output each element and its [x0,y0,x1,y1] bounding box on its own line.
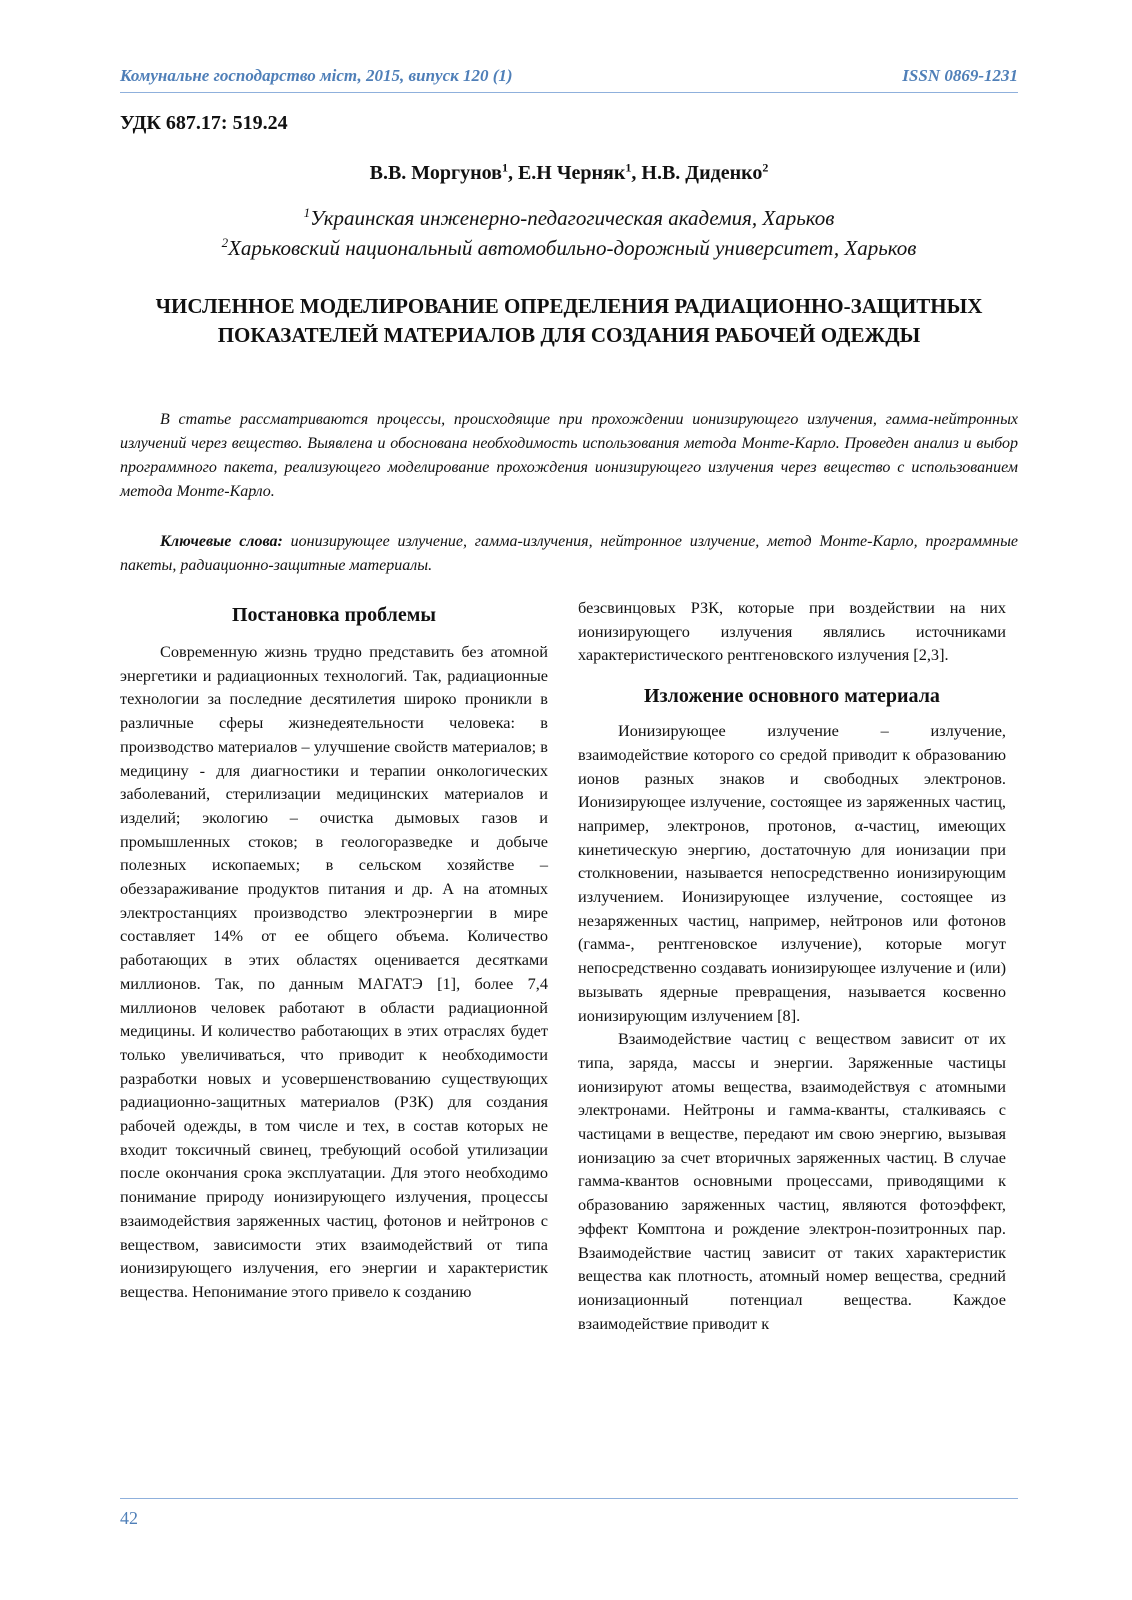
issn: ISSN 0869-1231 [902,66,1018,85]
affiliation [120,206,1018,231]
page-number: 42 [120,1508,138,1528]
section-heading: Постановка проблемы [231,604,437,626]
author-affil-mark: 1 [625,160,632,175]
left-column [120,596,548,1304]
udk-code: УДК 687.17: 519.24 [120,112,288,134]
running-header [120,66,1018,86]
author-name: Н.В. Диденко [641,162,763,184]
keywords-label: Ключевые слова: [160,533,283,550]
abstract: В статье рассматриваются процессы, происходящие при прохождении ионизирующего излучения, гамма-нейтронных излучений через вещество. Выявлена и обоснована необходимость использования метода Монте-Карло. Проведен анализ и выбор программного пакета, реализующего моделирование прохождения ионизирующего излучения через вещество с использованием метода Монте-Карло. [120,411,1018,500]
paragraph: Ионизирующее излучение – излучение, взаимодействие которого со средой приводит к образованию ионов разных знаков и свободных электронов. Ионизирующее излучение, состоящее из заряженных частиц, например, электронов, протонов, α-частиц, имеющих кинетическую энергию, достаточную для ионизации при столкновении, называется непосредственно ионизирующим излучением. Ионизирующее излучение, состоящее из незаряженных частиц, например, нейтронов или фотонов (гамма-, рентгеновское излучение), которые могут непосредственно создавать ионизирующее излучение и (или) вызывать ядерные превращения, называется косвенно ионизирующим излучением [8]. [578,721,1006,1025]
affiliation-text: Харьковский национальный автомобильно-дорожный университет, Харьков [228,236,917,260]
affiliation [120,236,1018,261]
affiliation-mark: 2 [221,235,229,250]
keywords-text: ионизирующее излучение, гамма-излучения, нейтронное излучение, метод Монте-Карло, программные пакеты, радиационно-защитные материалы. [120,533,1019,574]
footer-rule [120,1498,1018,1499]
header-rule [120,92,1018,93]
affiliation-text: Украинская инженерно-педагогическая академия, Харьков [310,206,835,230]
journal-name: Комунальне господарство міст, 2015, випуск 120 (1) [120,66,513,85]
keywords [120,530,1018,578]
author-affil-mark: 1 [501,160,508,175]
author-affil-mark: 2 [762,160,769,175]
paragraph-continuation: безсвинцовых РЗК, которые при воздействии на них ионизирующего излучения являлись источниками характеристического рентгеновского излучения [2,3]. [578,598,1006,665]
authors-line: В.В. Моргунов$^1$, Е.Н Черняк$^1$, Н.В. Диденко$^2$ [369,160,769,184]
affiliation-mark: 1 [303,205,311,220]
paragraph: Современную жизнь трудно представить без атомной энергетики и радиационных технологий. Так, радиационные технологии за последние десятилетия широко проникли в различные сферы жизнедеятельности человека: в производство материалов – улучшение свойств материалов; в медицину - для диагностики и терапии онкологических заболеваний, стерилизации медицинских материалов и изделий; экологию – очистка дымовых газов и промышленных стоков; в геологоразведке и добыче полезных ископаемых; в сельском хозяйстве – обеззараживание продуктов питания и др. А на атомных электростанциях производство электроэнергии в мире составляет 14% от ее общего объема. Количество работающих в этих областях оценивается десятками миллионов. Так, по данным МАГАТЭ [1], более 7,4 миллионов человек работают в области радиационной медицины. И количество работающих в этих отраслях будет только увеличиваться, что приводит к необходимости разработки новых и усовершенствованию существующих радиационно-защитных материалов (РЗК) для создания рабочей одежды, в том числе и тех, в состав которых не входит токсичный свинец, требующий особой утилизации после окончания срока эксплуатации. Для этого необходимо понимание природу ионизирующего излучения, процессы взаимодействия заряженных частиц, фотонов и нейтронов с веществом, зависимости этих взаимодействий от типа ионизирующего излучения, его энергии и характеристик вещества. Непонимание этого привело к созданию [120,642,548,1301]
author-name: В.В. Моргунов [369,162,502,184]
paper-title: ЧИСЛЕННОЕ МОДЕЛИРОВАНИЕ ОПРЕДЕЛЕНИЯ РАДИАЦИОННО-ЗАЩИТНЫХ ПОКАЗАТЕЛЕЙ МАТЕРИАЛОВ ДЛЯ СОЗДАНИЯ РАБОЧЕЙ ОДЕЖДЫ [155,294,983,347]
author-name: Е.Н Черняк [517,162,626,184]
right-column [578,596,1006,1335]
section-heading: Изложение основного материала [644,685,940,708]
paragraph: Взаимодействие частиц с веществом зависит от их типа, заряда, массы и энергии. Заряженные частицы ионизируют атомы вещества, взаимодействуя с атомными электронами. Нейтроны и гамма-кванты, сталкиваясь с частицами в веществе, передают им свою энергию, вызывая ионизацию за счет вторичных заряженных частиц. В случае гамма-квантов основными процессами, приводящими к образованию заряженных частиц, являются фотоэффект, эффект Комптона и рождение электрон-позитронных пар. Взаимодействие частиц зависит от таких характеристик вещества как плотность, атомный номер вещества, средний ионизационный потенциал вещества. Каждое взаимодействие приводит к [578,1029,1006,1333]
